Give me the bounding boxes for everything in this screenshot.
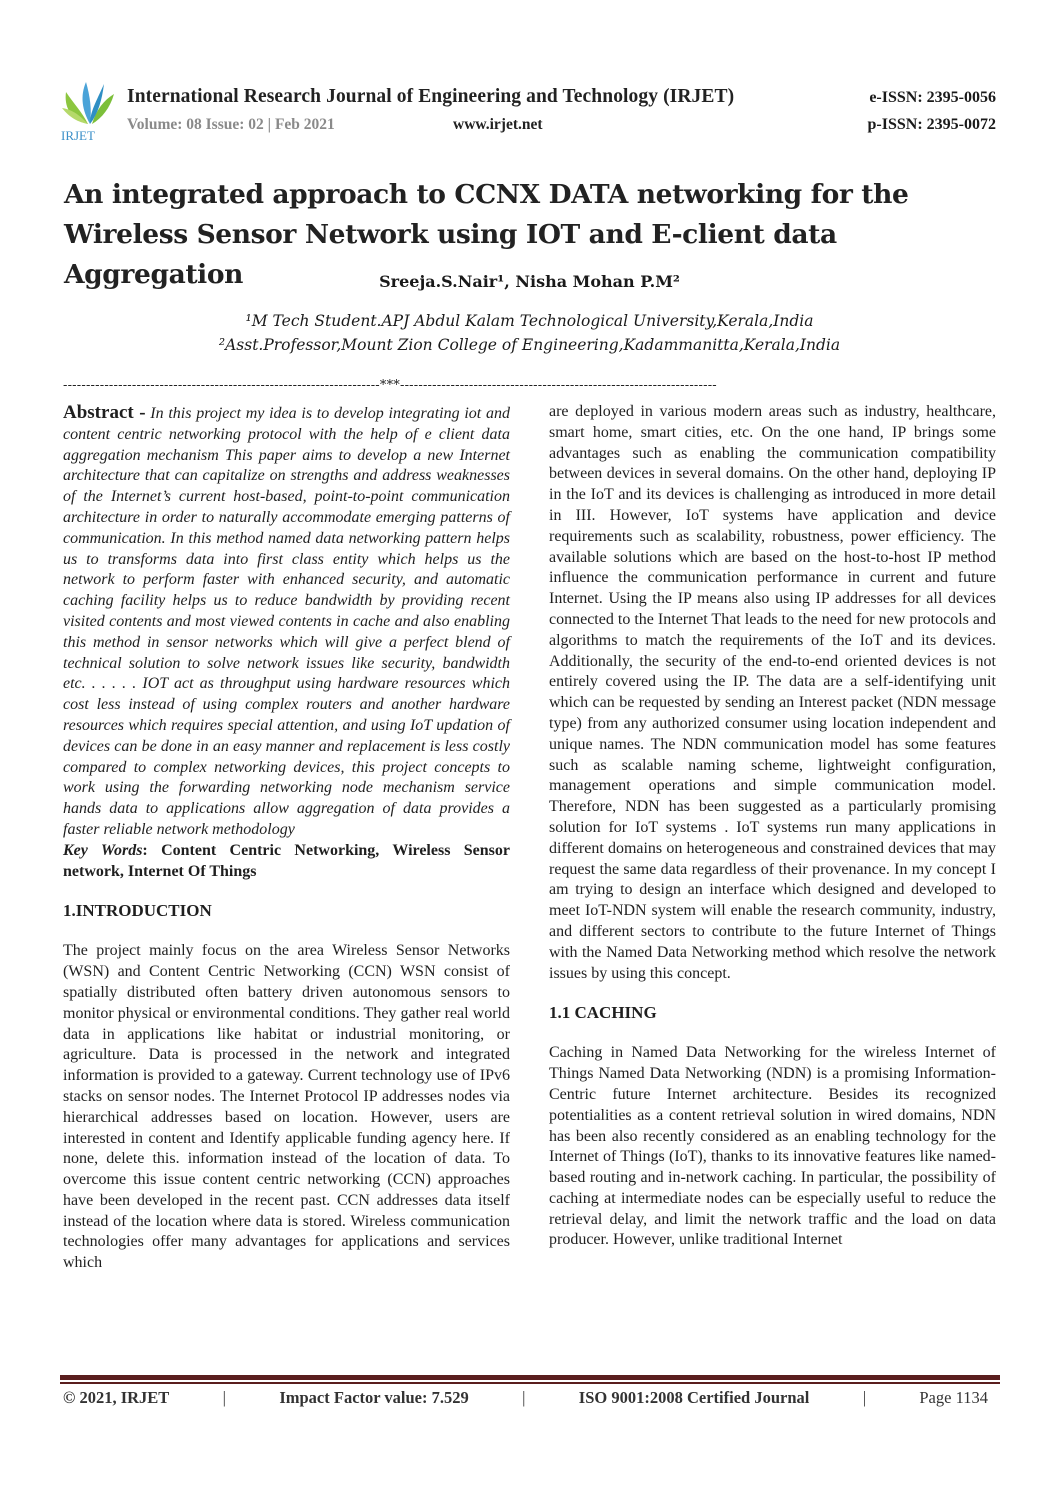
footer-impact-factor: Impact Factor value: 7.529 xyxy=(279,1388,469,1407)
footer-divider: | xyxy=(222,1388,226,1407)
footer-divider: | xyxy=(522,1388,526,1407)
caching-text: Caching in Named Data Networking for the wireless Internet of Things Named Data Networking (NDN) is a promising Information-Centric future Internet architecture. Besides its recognized potentialities as a content retrieval solution in wired domains, NDN has been also recently considered as an enabling technology for the Internet of Things (IoT), thanks to its innovative features like named-based routing and in-network caching. In particular, the possibility of caching at intermediate nodes can be especially useful to reduce the retrieval delay, and limit the network traffic and the load on data producer. However, unlike traditional Internet xyxy=(549,1044,996,1249)
keywords-text: : Content Centric Networking, Wireless Sensor network, Internet Of Things xyxy=(63,841,510,880)
section-heading-introduction: 1.INTRODUCTION xyxy=(63,901,212,921)
journal-name: International Research Journal of Engineering and Technology (IRJET) xyxy=(127,86,735,107)
p-issn: p-ISSN: 2395-0072 xyxy=(867,116,996,133)
footer-rule-thin xyxy=(60,1382,1000,1384)
section-heading-caching: 1.1 CACHING xyxy=(549,1003,657,1023)
footer-iso: ISO 9001:2008 Certified Journal xyxy=(578,1388,810,1407)
left-column xyxy=(63,403,510,1274)
abstract xyxy=(63,403,510,841)
e-issn: e-ISSN: 2395-0056 xyxy=(869,89,996,106)
keywords-label: Key Words xyxy=(63,841,143,859)
introduction-text: The project mainly focus on the area Wireless Sensor Networks (WSN) and Content Centric Networking (CCN) WSN consist of spatially distributed often battery driven autonomous sensors to monitor physical or environmental conditions. They gather real world data in applications like habitat or industrial monitoring, or agriculture. Data is processed in the network and integrated information is provided to a gateway. Current technology use of IPv6 stacks on sensor nodes. The Internet Protocol IP addresses nodes via hierarchical addresses based on location. However, users are interested in content and Identify applicable funding agency here. If none, delete this. information instead of the location of data. To overcome this issue content centric networking (CCN) approaches have been developed in the recent past. CCN addresses data itself instead of the location where data is stored. Wireless communication technologies offer many advantages for applications and services which xyxy=(63,942,510,1272)
introduction-continued: are deployed in various modern areas such as industry, healthcare, smart home, smart cities, etc. On the one hand, IP brings some advantages such as enabling the communication compatibility between devices in several domains. On the other hand, deploying IP in the IoT and its devices is challenging as introduced in more detail in III. However, IoT systems have application and device requirements such as scalability, robustness, power efficiency. The available solutions which are based on the host-to-host IP method influence the communication performance in current and future Internet. Using the IP means also using IP addresses for all devices connected to the Internet That leads to the need for new protocols and algorithms to match the requirements of the IoT and its devices. Additionally, the security of the end-to-end oriented devices is not entirely covered using the IP. The data are a self-identifying unit which can be requested by sending an Interest packet (NDN message type) from any authorized consumer using location independent and unique names. The NDN communication model has some features such as scalable naming scheme, lightweight configuration, management operations and simple communication model. Therefore, NDN has been suggested as a particularly promising solution for IoT systems . IoT systems run many applications in different domains on heterogeneous and constrained devices that may request the same data regardless of their provenance. In my concept I am trying to design an interface which designed and developed to meet IoT-NDN system will enable the research community, industry, and different sectors to contribute to the future Internet of Things with the Named Data Networking method which resolve the network issues by using this concept. xyxy=(549,403,996,982)
svg-text:IRJET: IRJET xyxy=(61,128,95,142)
footer-copyright: © 2021, IRJET xyxy=(63,1388,170,1407)
affiliation-1: ¹M Tech Student.APJ Abdul Kalam Technological University,Kerala,India xyxy=(245,312,814,330)
abstract-label: Abstract - xyxy=(63,402,146,423)
volume-issue: Volume: 08 Issue: 02 | Feb 2021 xyxy=(127,116,335,133)
paper-title: An integrated approach to CCNX DATA networking for the Wireless Sensor Network using IOT and E-client data Aggregation xyxy=(64,179,909,290)
journal-website[interactable]: www.irjet.net xyxy=(453,116,543,133)
footer-rule-thick xyxy=(60,1375,1000,1380)
separator: ---------------------------------------------------------------------***--------------------------------------------------------------------- xyxy=(63,378,717,393)
footer-page-number: Page 1134 xyxy=(919,1388,988,1407)
right-column xyxy=(549,402,996,1251)
abstract-text: In this project my idea is to develop integrating iot and content centric networking protocol with the help of e client data aggregation mechanism This paper aims to develop a new Internet architecture that can capitalize on strengths and address weaknesses of the Internet’s current host-based, point-to-point communication architecture in order to naturally accommodate emerging patterns of communication. In this method named data networking pattern helps us to transforms data into first class entity which helps us the network to perform faster with enhanced security, and automatic caching facility helps us to reduce bandwidth by providing recent visited contents and most viewed contents in cache and also enabling this method in sensor networks which will give a perfect blend of technical solution to solve network issues like security, bandwidth etc. . . . . . IOT act as throughput using hardware resources which cost less instead of using complex routers and another hardware resources which requires special attention, and using IoT updation of devices can be done in an easy manner and replacement is less costly compared to complex networking devices, this project concepts to work using the forwarding networking node mechanism service hands data to applications allow aggregation of data provides a faster reliable network methodology xyxy=(63,405,510,838)
irjet-logo xyxy=(60,80,120,142)
footer-divider: | xyxy=(862,1388,867,1407)
affiliation-2: ²Asst.Professor,Mount Zion College of Engineering,Kadammanitta,Kerala,India xyxy=(218,336,841,354)
page-footer xyxy=(63,1388,988,1408)
authors: Sreeja.S.Nair¹, Nisha Mohan P.M² xyxy=(379,272,680,291)
keywords xyxy=(63,841,510,883)
